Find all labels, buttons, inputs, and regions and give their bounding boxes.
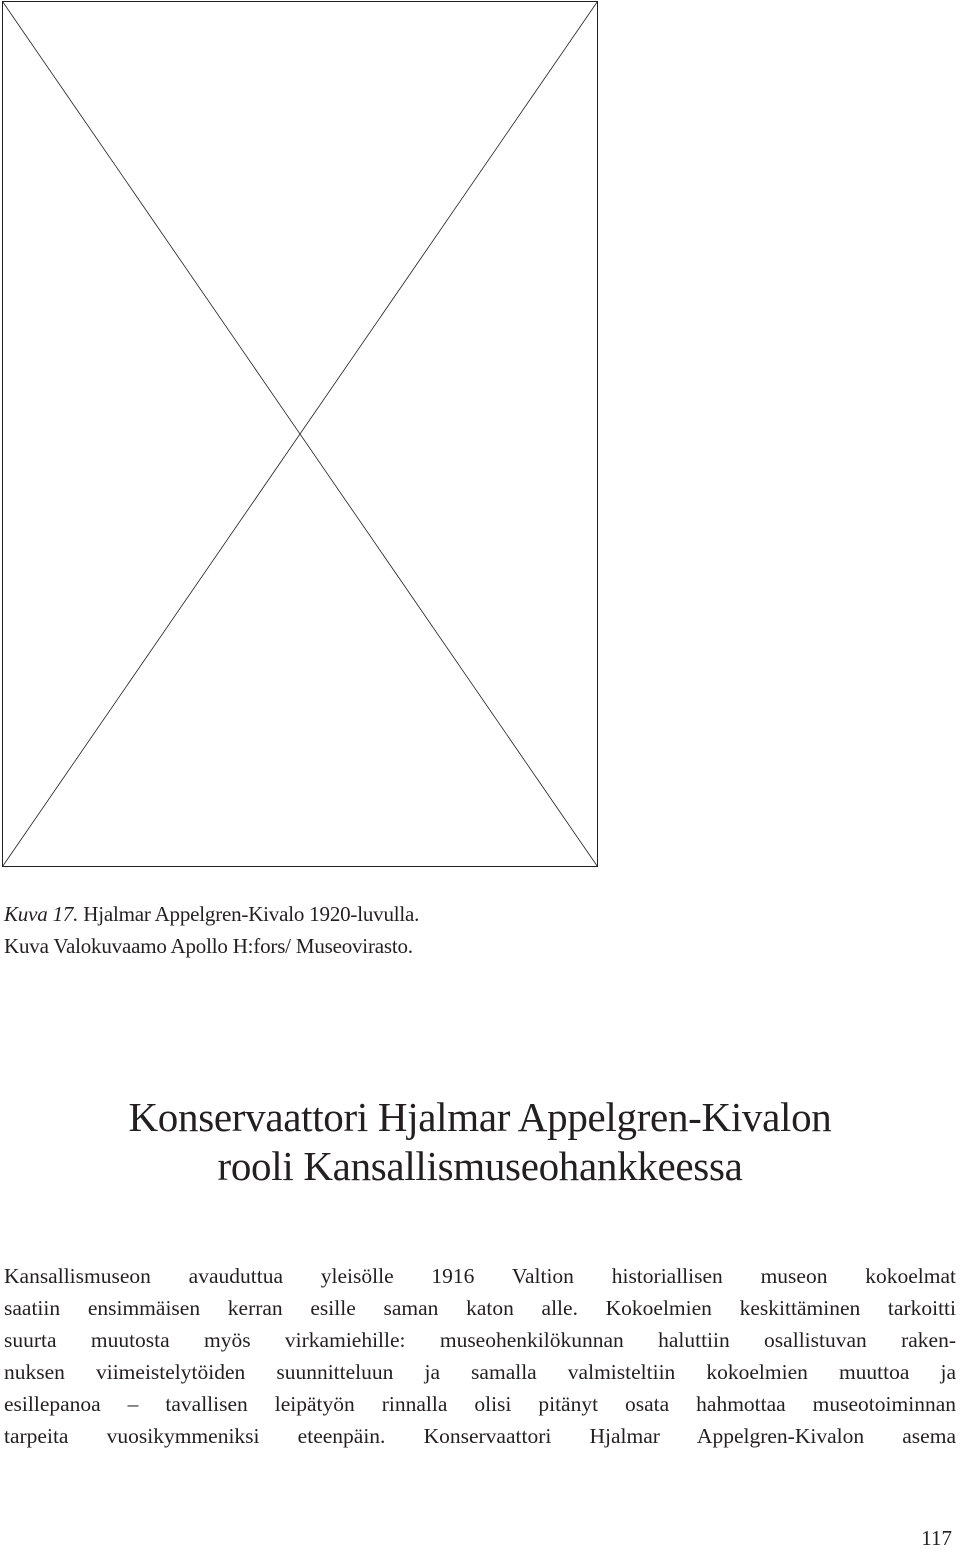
body-line: Kansallismuseon avauduttua yleisölle 1916 Valtion historiallisen museon kokoelmat xyxy=(4,1264,956,1288)
caption-line-1 xyxy=(4,898,419,930)
body-line: esillepanoa – tavallisen leipätyön rinnalla olisi pitänyt osata hahmottaa museotoiminnan xyxy=(4,1392,956,1416)
heading-line-2: rooli Kansallismuseohankkeessa xyxy=(217,1143,743,1189)
body-line: saatiin ensimmäisen kerran esille saman katon alle. Kokoelmien keskittäminen tarkoitti xyxy=(4,1296,956,1320)
photo-placeholder xyxy=(2,1,598,867)
body-line: suurta muutosta myös virkamiehille: museohenkilökunnan haluttiin osallistuvan raken- xyxy=(4,1328,956,1352)
caption-label: Kuva 17. xyxy=(4,902,79,926)
body-line: tarpeita vuosikymmeniksi eteenpäin. Konservaattori Hjalmar Appelgren-Kivalon asema xyxy=(4,1424,956,1448)
caption-line-2: Kuva Valokuvaamo Apollo H:fors/ Museovirasto. xyxy=(4,934,413,958)
section-heading xyxy=(0,1093,960,1191)
caption-text: Hjalmar Appelgren-Kivalo 1920-luvulla. xyxy=(78,902,420,926)
page-number: 117 xyxy=(921,1526,952,1550)
figure-caption xyxy=(4,898,419,962)
body-paragraph xyxy=(4,1260,956,1452)
placeholder-cross-icon xyxy=(2,1,598,867)
body-line: nuksen viimeistelytöiden suunnitteluun ja samalla valmisteltiin kokoelmien muuttoa ja xyxy=(4,1360,956,1384)
heading-line-1: Konservaattori Hjalmar Appelgren-Kivalon xyxy=(128,1094,832,1140)
